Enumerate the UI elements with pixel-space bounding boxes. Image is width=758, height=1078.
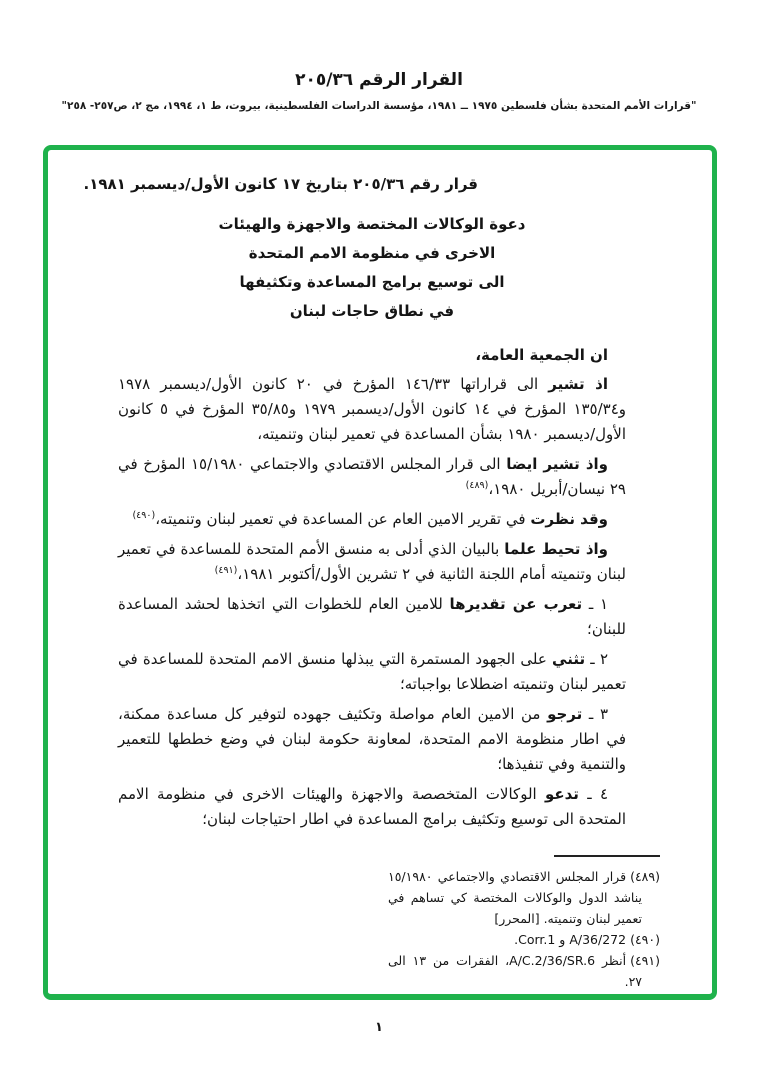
paragraph-text: الى قرار المجلس الاقتصادي والاجتماعي ١٥/١٩٨٠ المؤرخ في ٢٩ نيسان/أبريل ١٩٨٠،	[118, 455, 626, 498]
paragraph-text: للامين العام للخطوات التي اتخذها لحشد المساعدة للبنان؛	[118, 595, 626, 638]
footnote-text: قرار المجلس الاقتصادي والاجتماعي ١٥/١٩٨٠ يناشد الدول والوكالات المختصة كي تساهم في تعمير لبنان وتنميته. [المحرر]	[388, 869, 642, 926]
footnote-text: A/36/272 و Corr.1.	[514, 932, 627, 947]
paragraph-lead: واذ تشير ايضا	[506, 455, 609, 473]
resolution-title-block	[118, 210, 626, 326]
paragraph-text: الوكالات المتخصصة والاجهزة والهيئات الاخرى في منظومة الامم المتحدة الى توسيع وتكثيف برامج المساعدة في اطار احتياجات لبنان؛	[118, 785, 626, 828]
paragraph-lead: وقد نظرت	[530, 510, 608, 528]
footnote	[388, 950, 660, 992]
footnote	[388, 866, 660, 929]
footnote-ref: (٤٩١)	[214, 565, 238, 576]
resolution-heading: قرار رقم ٢٠٥/٣٦ بتاريخ ١٧ كانون الأول/ديسمبر ١٩٨١.	[83, 175, 478, 193]
paragraph-lead: تدعو	[544, 785, 579, 803]
paragraph-text: في تقرير الامين العام عن المساعدة في تعمير لبنان وتنميته،	[155, 510, 531, 528]
footnote	[388, 929, 660, 950]
title-line: الى توسيع برامج المساعدة وتكثيفها	[239, 273, 505, 291]
operative-paragraph	[118, 592, 626, 642]
paragraph-lead: تعرب عن تقديرها	[449, 595, 583, 613]
preamble-paragraph	[118, 507, 626, 532]
operative-paragraph	[118, 702, 626, 777]
operative-paragraph	[118, 782, 626, 832]
paragraph-text: على الجهود المستمرة التي يبذلها منسق الامم المتحدة للمساعدة في تعمير لبنان وتنميته اضطلاعا بواجباته؛	[118, 650, 626, 693]
preamble-intro: ان الجمعية العامة،	[475, 346, 608, 364]
paragraph-lead: اذ تشير	[548, 375, 608, 393]
title-line: الاخرى في منظومة الامم المتحدة	[248, 244, 496, 262]
resolution-box	[43, 145, 717, 1000]
footnote-marker: (٤٨٩)	[630, 869, 660, 884]
paragraph-number: ٢ ـ	[585, 650, 608, 668]
title-line: دعوة الوكالات المختصة والاجهزة والهيئات	[218, 215, 526, 233]
footnote-marker: (٤٩٠)	[630, 932, 660, 947]
paragraph-number: ١ ـ	[582, 595, 608, 613]
footnote-marker: (٤٩١)	[630, 953, 660, 968]
resolution-number-title: القرار الرقم ٢٠٥/٣٦	[295, 70, 463, 90]
page-number: ١	[375, 1020, 383, 1035]
paragraph-lead: ترجو	[547, 705, 583, 723]
footnote-ref: (٤٨٩)	[465, 480, 489, 491]
resolution-content	[48, 150, 712, 994]
paragraph-text: بالبيان الذي أدلى به منسق الأمم المتحدة للمساعدة في تعمير لبنان وتنميته أمام اللجنة الثانية في ٢ تشرين الأول/أكتوبر ١٩٨١،	[118, 540, 626, 583]
preamble-paragraph	[118, 452, 626, 502]
paragraph-number: ٤ ـ	[578, 785, 608, 803]
footnote-separator	[554, 855, 660, 857]
source-citation: "قرارات الأمم المتحدة بشأن فلسطين ١٩٧٥ ــ ١٩٨١، مؤسسة الدراسات الفلسطينية، بيروت، ط ١، ١٩٩٤، مج ٢، ص٢٥٧- ٢٥٨"	[61, 100, 697, 112]
footnote-ref: (٤٩٠)	[132, 510, 156, 521]
page-header	[0, 70, 758, 112]
paragraph-number: ٣ ـ	[582, 705, 608, 723]
footnote-text: أنظر A/C.2/36/SR.6، الفقرات من ١٣ الى ٢٧.	[388, 953, 642, 989]
paragraph-lead: واذ تحيط علما	[504, 540, 608, 558]
operative-paragraph	[118, 647, 626, 697]
preamble-paragraph	[118, 372, 626, 447]
title-line: في نطاق حاجات لبنان	[289, 302, 455, 320]
paragraph-lead: تثني	[552, 650, 586, 668]
footnotes-block	[388, 855, 660, 992]
paragraph-text: الى قراراتها ١٤٦/٣٣ المؤرخ في ٢٠ كانون الأول/ديسمبر ١٩٧٨ و١٣٥/٣٤ المؤرخ في ١٤ كانون الأول/ديسمبر ١٩٧٩ و٣٥/٨٥ المؤرخ في ٥ كانون الأول/ديسمبر ١٩٨٠ بشأن المساعدة في تعمير لبنان وتنميته،	[118, 375, 627, 443]
paragraph-text: من الامين العام مواصلة وتكثيف جهوده لتوفير كل مساعدة ممكنة، في اطار منظومة الامم المتحدة، لمعاونة حكومة لبنان في وضع خططها للتعمير والتنمية وفي تنفيذها؛	[118, 705, 626, 773]
preamble-paragraph	[118, 537, 626, 587]
